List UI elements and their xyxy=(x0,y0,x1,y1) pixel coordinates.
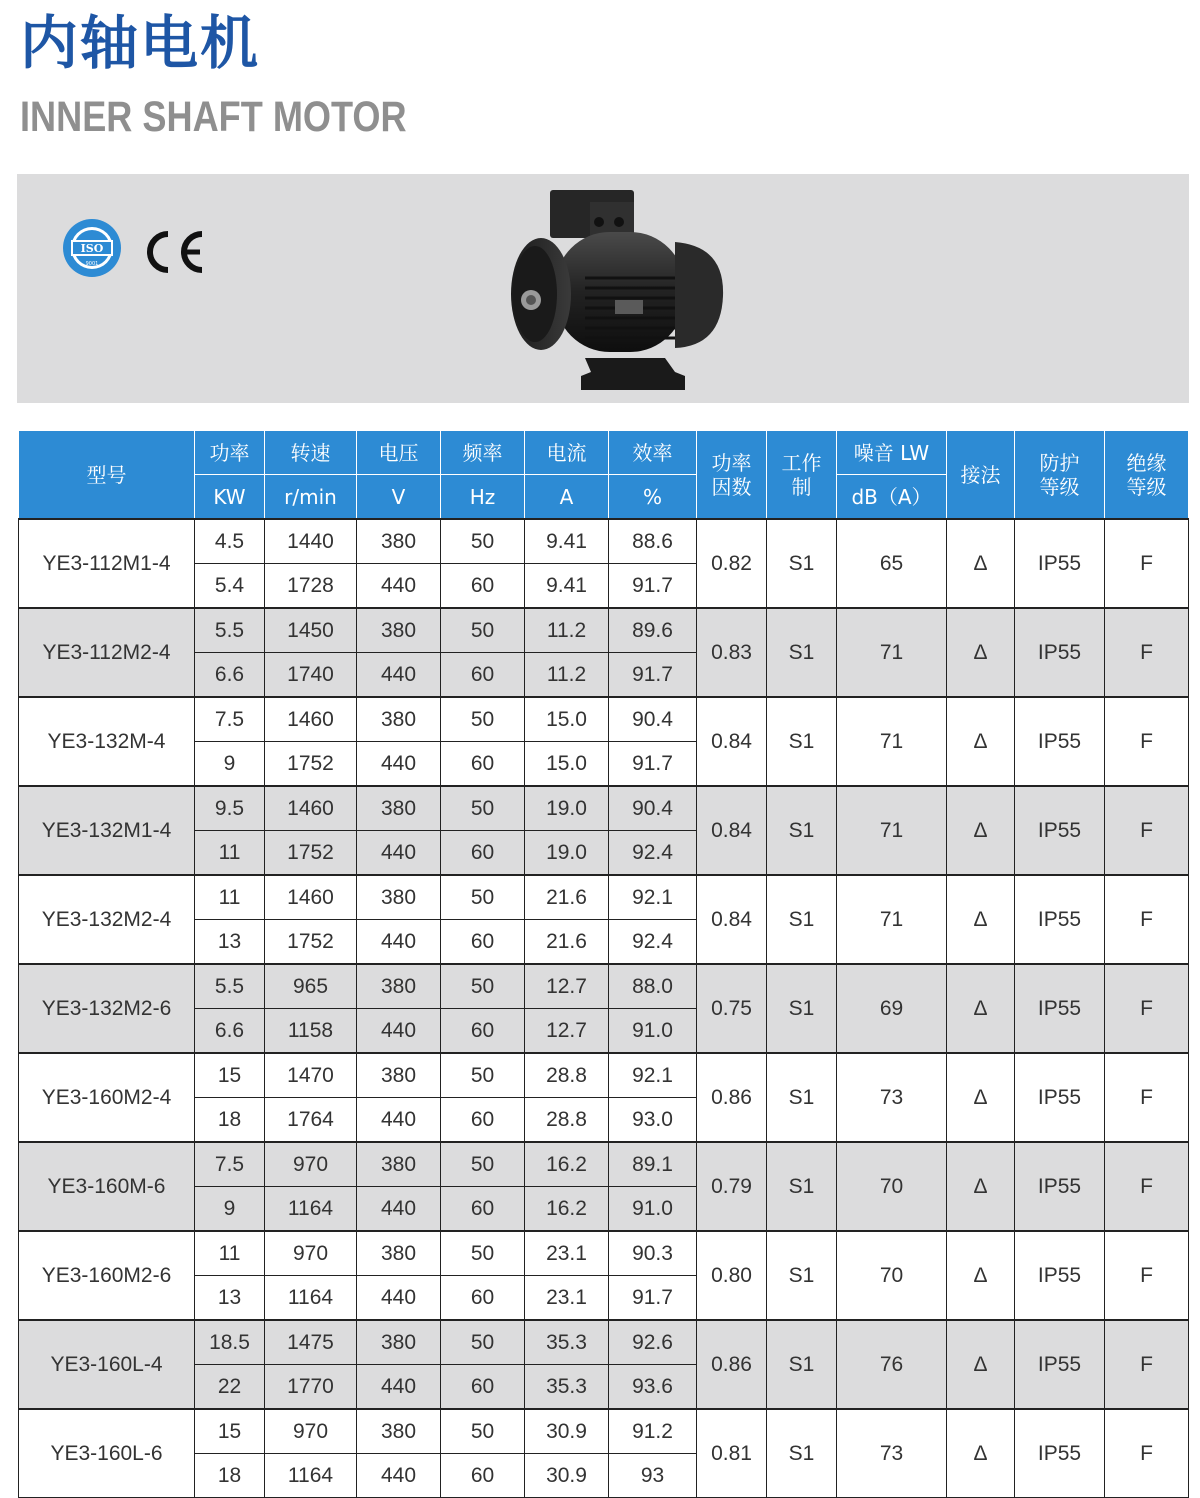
voltage-cell: 380 xyxy=(357,786,441,831)
duty-cell: S1 xyxy=(767,1231,837,1320)
current-cell: 30.9 xyxy=(525,1409,609,1454)
power-cell: 11 xyxy=(195,875,265,920)
speed-cell: 1770 xyxy=(265,1365,357,1410)
efficiency-cell: 91.7 xyxy=(609,742,697,787)
protection-cell: IP55 xyxy=(1015,964,1105,1053)
current-cell: 12.7 xyxy=(525,1009,609,1054)
header-power-factor: 功率 因数 xyxy=(697,431,767,520)
frequency-cell: 60 xyxy=(441,1187,525,1232)
speed-cell: 1752 xyxy=(265,920,357,965)
power-cell: 5.5 xyxy=(195,608,265,653)
voltage-cell: 380 xyxy=(357,1320,441,1365)
speed-cell: 1470 xyxy=(265,1053,357,1098)
power-cell: 6.6 xyxy=(195,1009,265,1054)
header-connection: 接法 xyxy=(947,431,1015,520)
current-cell: 19.0 xyxy=(525,831,609,876)
model-cell: YE3-160M2-4 xyxy=(19,1053,195,1142)
connection-cell: Δ xyxy=(947,1231,1015,1320)
header-power-unit: KW xyxy=(195,475,265,520)
insulation-cell: F xyxy=(1105,608,1189,697)
protection-cell: IP55 xyxy=(1015,519,1105,608)
header-noise-unit: dB（A） xyxy=(837,475,947,520)
duty-cell: S1 xyxy=(767,1320,837,1409)
connection-cell: Δ xyxy=(947,964,1015,1053)
speed-cell: 1158 xyxy=(265,1009,357,1054)
model-cell: YE3-112M1-4 xyxy=(19,519,195,608)
power-cell: 7.5 xyxy=(195,1142,265,1187)
efficiency-cell: 88.6 xyxy=(609,519,697,564)
speed-cell: 1752 xyxy=(265,831,357,876)
current-cell: 35.3 xyxy=(525,1320,609,1365)
frequency-cell: 50 xyxy=(441,519,525,564)
power-factor-cell: 0.82 xyxy=(697,519,767,608)
connection-cell: Δ xyxy=(947,608,1015,697)
ce-mark-icon xyxy=(138,228,208,276)
efficiency-cell: 91.2 xyxy=(609,1409,697,1454)
voltage-cell: 440 xyxy=(357,1009,441,1054)
frequency-cell: 60 xyxy=(441,1454,525,1498)
frequency-cell: 50 xyxy=(441,1142,525,1187)
current-cell: 19.0 xyxy=(525,786,609,831)
power-factor-cell: 0.86 xyxy=(697,1053,767,1142)
frequency-cell: 50 xyxy=(441,1231,525,1276)
current-cell: 21.6 xyxy=(525,920,609,965)
power-factor-cell: 0.84 xyxy=(697,697,767,786)
insulation-cell: F xyxy=(1105,1053,1189,1142)
noise-cell: 71 xyxy=(837,697,947,786)
efficiency-cell: 89.6 xyxy=(609,608,697,653)
voltage-cell: 440 xyxy=(357,1276,441,1321)
power-factor-cell: 0.84 xyxy=(697,875,767,964)
efficiency-cell: 90.3 xyxy=(609,1231,697,1276)
speed-cell: 1752 xyxy=(265,742,357,787)
frequency-cell: 60 xyxy=(441,920,525,965)
noise-cell: 71 xyxy=(837,786,947,875)
current-cell: 35.3 xyxy=(525,1365,609,1410)
noise-cell: 70 xyxy=(837,1142,947,1231)
duty-cell: S1 xyxy=(767,697,837,786)
current-cell: 28.8 xyxy=(525,1053,609,1098)
header-frequency: 频率 xyxy=(441,431,525,475)
insulation-cell: F xyxy=(1105,519,1189,608)
insulation-cell: F xyxy=(1105,1142,1189,1231)
protection-cell: IP55 xyxy=(1015,1320,1105,1409)
efficiency-cell: 90.4 xyxy=(609,697,697,742)
header-current: 电流 xyxy=(525,431,609,475)
protection-cell: IP55 xyxy=(1015,1053,1105,1142)
duty-cell: S1 xyxy=(767,608,837,697)
model-cell: YE3-132M-4 xyxy=(19,697,195,786)
header-model: 型号 xyxy=(19,431,195,520)
speed-cell: 1764 xyxy=(265,1098,357,1143)
model-cell: YE3-160M-6 xyxy=(19,1142,195,1231)
protection-cell: IP55 xyxy=(1015,875,1105,964)
insulation-cell: F xyxy=(1105,786,1189,875)
speed-cell: 1440 xyxy=(265,519,357,564)
power-factor-cell: 0.83 xyxy=(697,608,767,697)
header-current-unit: A xyxy=(525,475,609,520)
header-insulation: 绝缘 等级 xyxy=(1105,431,1189,520)
power-factor-cell: 0.84 xyxy=(697,786,767,875)
insulation-cell: F xyxy=(1105,697,1189,786)
protection-cell: IP55 xyxy=(1015,608,1105,697)
current-cell: 30.9 xyxy=(525,1454,609,1498)
speed-cell: 970 xyxy=(265,1231,357,1276)
table-row xyxy=(19,608,1189,653)
power-factor-cell: 0.81 xyxy=(697,1409,767,1498)
insulation-cell: F xyxy=(1105,1320,1189,1409)
efficiency-cell: 91.0 xyxy=(609,1187,697,1232)
efficiency-cell: 93.0 xyxy=(609,1098,697,1143)
duty-cell: S1 xyxy=(767,1142,837,1231)
speed-cell: 970 xyxy=(265,1142,357,1187)
page-subtitle: INNER SHAFT MOTOR xyxy=(20,93,407,141)
header-efficiency: 效率 xyxy=(609,431,697,475)
voltage-cell: 380 xyxy=(357,1053,441,1098)
power-cell: 18 xyxy=(195,1454,265,1498)
current-cell: 15.0 xyxy=(525,742,609,787)
header-noise: 噪音 LW xyxy=(837,431,947,475)
efficiency-cell: 92.4 xyxy=(609,920,697,965)
frequency-cell: 60 xyxy=(441,653,525,698)
table-row xyxy=(19,1409,1189,1454)
current-cell: 28.8 xyxy=(525,1098,609,1143)
connection-cell: Δ xyxy=(947,1053,1015,1142)
model-cell: YE3-160L-4 xyxy=(19,1320,195,1409)
efficiency-cell: 88.0 xyxy=(609,964,697,1009)
efficiency-cell: 93.6 xyxy=(609,1365,697,1410)
voltage-cell: 440 xyxy=(357,920,441,965)
voltage-cell: 380 xyxy=(357,1142,441,1187)
frequency-cell: 50 xyxy=(441,875,525,920)
voltage-cell: 440 xyxy=(357,742,441,787)
duty-cell: S1 xyxy=(767,519,837,608)
power-cell: 18.5 xyxy=(195,1320,265,1365)
efficiency-cell: 91.7 xyxy=(609,653,697,698)
duty-cell: S1 xyxy=(767,1053,837,1142)
frequency-cell: 50 xyxy=(441,1409,525,1454)
current-cell: 23.1 xyxy=(525,1231,609,1276)
power-cell: 9.5 xyxy=(195,786,265,831)
motor-product-image xyxy=(495,186,725,392)
model-cell: YE3-132M2-6 xyxy=(19,964,195,1053)
protection-cell: IP55 xyxy=(1015,1142,1105,1231)
current-cell: 23.1 xyxy=(525,1276,609,1321)
model-cell: YE3-112M2-4 xyxy=(19,608,195,697)
voltage-cell: 380 xyxy=(357,1409,441,1454)
header-voltage-unit: V xyxy=(357,475,441,520)
power-cell: 15 xyxy=(195,1409,265,1454)
current-cell: 16.2 xyxy=(525,1142,609,1187)
speed-cell: 1728 xyxy=(265,564,357,609)
efficiency-cell: 91.7 xyxy=(609,564,697,609)
current-cell: 9.41 xyxy=(525,519,609,564)
table-row xyxy=(19,1320,1189,1365)
current-cell: 15.0 xyxy=(525,697,609,742)
header-speed-unit: r/min xyxy=(265,475,357,520)
noise-cell: 65 xyxy=(837,519,947,608)
connection-cell: Δ xyxy=(947,697,1015,786)
efficiency-cell: 92.1 xyxy=(609,1053,697,1098)
table-row xyxy=(19,697,1189,742)
voltage-cell: 440 xyxy=(357,1454,441,1498)
protection-cell: IP55 xyxy=(1015,1409,1105,1498)
power-cell: 11 xyxy=(195,831,265,876)
connection-cell: Δ xyxy=(947,519,1015,608)
protection-cell: IP55 xyxy=(1015,1231,1105,1320)
voltage-cell: 440 xyxy=(357,564,441,609)
power-factor-cell: 0.80 xyxy=(697,1231,767,1320)
current-cell: 21.6 xyxy=(525,875,609,920)
header-frequency-unit: Hz xyxy=(441,475,525,520)
power-cell: 9 xyxy=(195,1187,265,1232)
table-row xyxy=(19,875,1189,920)
speed-cell: 1164 xyxy=(265,1187,357,1232)
iso-text: ISO xyxy=(80,242,104,255)
frequency-cell: 60 xyxy=(441,831,525,876)
frequency-cell: 60 xyxy=(441,1276,525,1321)
efficiency-cell: 91.7 xyxy=(609,1276,697,1321)
efficiency-cell: 89.1 xyxy=(609,1142,697,1187)
power-cell: 18 xyxy=(195,1098,265,1143)
current-cell: 11.2 xyxy=(525,653,609,698)
noise-cell: 76 xyxy=(837,1320,947,1409)
efficiency-cell: 92.6 xyxy=(609,1320,697,1365)
speed-cell: 1450 xyxy=(265,608,357,653)
voltage-cell: 380 xyxy=(357,1231,441,1276)
connection-cell: Δ xyxy=(947,875,1015,964)
model-cell: YE3-132M1-4 xyxy=(19,786,195,875)
table-row xyxy=(19,786,1189,831)
insulation-cell: F xyxy=(1105,875,1189,964)
header-power: 功率 xyxy=(195,431,265,475)
insulation-cell: F xyxy=(1105,964,1189,1053)
current-cell: 16.2 xyxy=(525,1187,609,1232)
frequency-cell: 50 xyxy=(441,608,525,653)
duty-cell: S1 xyxy=(767,786,837,875)
voltage-cell: 440 xyxy=(357,831,441,876)
efficiency-cell: 90.4 xyxy=(609,786,697,831)
insulation-cell: F xyxy=(1105,1409,1189,1498)
power-cell: 5.4 xyxy=(195,564,265,609)
frequency-cell: 60 xyxy=(441,1009,525,1054)
voltage-cell: 440 xyxy=(357,653,441,698)
frequency-cell: 60 xyxy=(441,742,525,787)
frequency-cell: 60 xyxy=(441,564,525,609)
iso-number: 9001 xyxy=(85,261,99,267)
model-cell: YE3-160M2-6 xyxy=(19,1231,195,1320)
efficiency-cell: 93 xyxy=(609,1454,697,1498)
header-speed: 转速 xyxy=(265,431,357,475)
speed-cell: 965 xyxy=(265,964,357,1009)
frequency-cell: 60 xyxy=(441,1098,525,1143)
voltage-cell: 440 xyxy=(357,1187,441,1232)
frequency-cell: 60 xyxy=(441,1365,525,1410)
duty-cell: S1 xyxy=(767,875,837,964)
efficiency-cell: 92.1 xyxy=(609,875,697,920)
voltage-cell: 380 xyxy=(357,519,441,564)
power-factor-cell: 0.75 xyxy=(697,964,767,1053)
header-voltage: 电压 xyxy=(357,431,441,475)
power-cell: 6.6 xyxy=(195,653,265,698)
duty-cell: S1 xyxy=(767,1409,837,1498)
frequency-cell: 50 xyxy=(441,697,525,742)
current-cell: 9.41 xyxy=(525,564,609,609)
connection-cell: Δ xyxy=(947,786,1015,875)
power-factor-cell: 0.79 xyxy=(697,1142,767,1231)
noise-cell: 69 xyxy=(837,964,947,1053)
table-row xyxy=(19,964,1189,1009)
table-row xyxy=(19,1231,1189,1276)
noise-cell: 73 xyxy=(837,1409,947,1498)
table-row xyxy=(19,1142,1189,1187)
page-title: 内轴电机 xyxy=(20,9,261,77)
frequency-cell: 50 xyxy=(441,786,525,831)
power-cell: 5.5 xyxy=(195,964,265,1009)
noise-cell: 70 xyxy=(837,1231,947,1320)
protection-cell: IP55 xyxy=(1015,697,1105,786)
iso-certification-icon xyxy=(62,218,122,278)
speed-cell: 1164 xyxy=(265,1454,357,1498)
connection-cell: Δ xyxy=(947,1320,1015,1409)
power-cell: 15 xyxy=(195,1053,265,1098)
insulation-cell: F xyxy=(1105,1231,1189,1320)
speed-cell: 1460 xyxy=(265,875,357,920)
power-factor-cell: 0.86 xyxy=(697,1320,767,1409)
table-row xyxy=(19,519,1189,564)
connection-cell: Δ xyxy=(947,1409,1015,1498)
speed-cell: 1475 xyxy=(265,1320,357,1365)
table-row xyxy=(19,1053,1189,1098)
current-cell: 11.2 xyxy=(525,608,609,653)
power-cell: 11 xyxy=(195,1231,265,1276)
voltage-cell: 440 xyxy=(357,1098,441,1143)
header-duty: 工作 制 xyxy=(767,431,837,520)
power-cell: 4.5 xyxy=(195,519,265,564)
model-cell: YE3-132M2-4 xyxy=(19,875,195,964)
power-cell: 13 xyxy=(195,920,265,965)
frequency-cell: 50 xyxy=(441,1320,525,1365)
spec-table-body xyxy=(19,519,1189,1498)
efficiency-cell: 92.4 xyxy=(609,831,697,876)
speed-cell: 970 xyxy=(265,1409,357,1454)
speed-cell: 1460 xyxy=(265,786,357,831)
power-cell: 7.5 xyxy=(195,697,265,742)
voltage-cell: 380 xyxy=(357,608,441,653)
connection-cell: Δ xyxy=(947,1142,1015,1231)
model-cell: YE3-160L-6 xyxy=(19,1409,195,1498)
product-banner xyxy=(17,174,1189,403)
efficiency-cell: 91.0 xyxy=(609,1009,697,1054)
header-efficiency-unit: % xyxy=(609,475,697,520)
noise-cell: 73 xyxy=(837,1053,947,1142)
current-cell: 12.7 xyxy=(525,964,609,1009)
frequency-cell: 50 xyxy=(441,964,525,1009)
noise-cell: 71 xyxy=(837,608,947,697)
voltage-cell: 380 xyxy=(357,875,441,920)
duty-cell: S1 xyxy=(767,964,837,1053)
power-cell: 13 xyxy=(195,1276,265,1321)
frequency-cell: 50 xyxy=(441,1053,525,1098)
voltage-cell: 380 xyxy=(357,964,441,1009)
protection-cell: IP55 xyxy=(1015,786,1105,875)
speed-cell: 1460 xyxy=(265,697,357,742)
voltage-cell: 440 xyxy=(357,1365,441,1410)
power-cell: 22 xyxy=(195,1365,265,1410)
noise-cell: 71 xyxy=(837,875,947,964)
motor-spec-table xyxy=(18,430,1189,1498)
speed-cell: 1164 xyxy=(265,1276,357,1321)
header-protection: 防护 等级 xyxy=(1015,431,1105,520)
voltage-cell: 380 xyxy=(357,697,441,742)
power-cell: 9 xyxy=(195,742,265,787)
speed-cell: 1740 xyxy=(265,653,357,698)
